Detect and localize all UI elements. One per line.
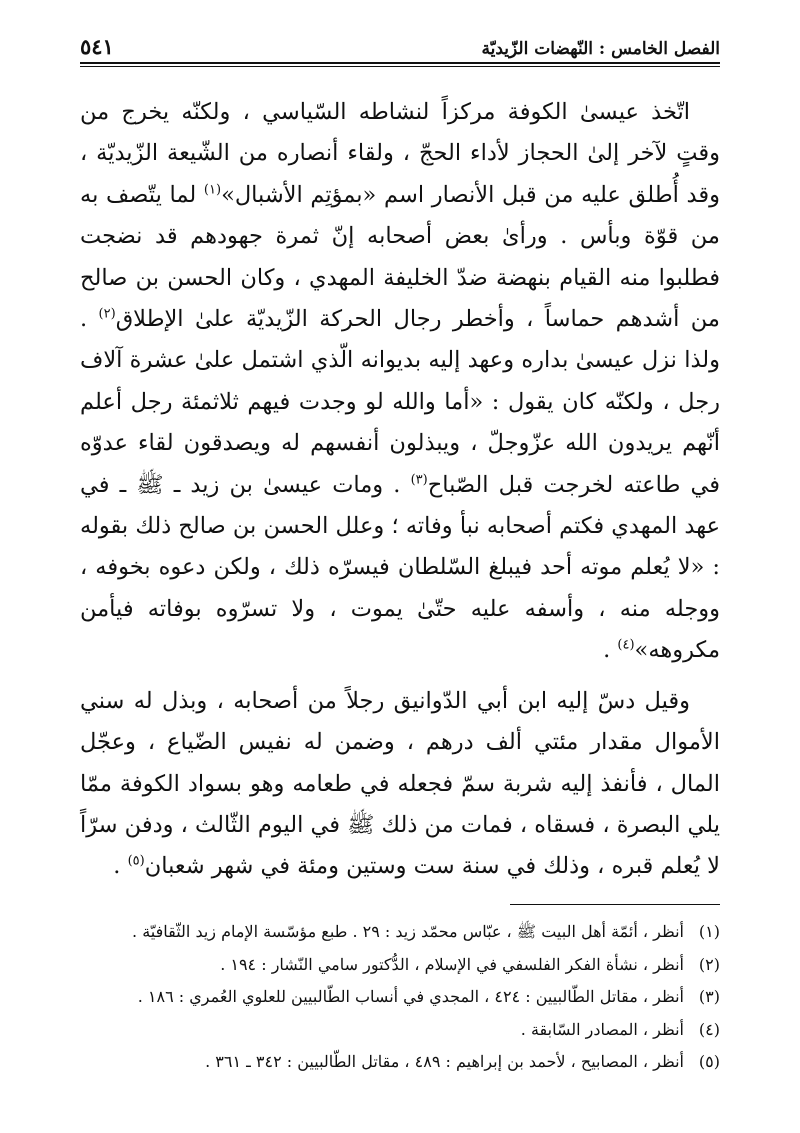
paragraph-text: . ومات عيسىٰ بن زيد ـ ﷺ ـ في عهد المهدي فكتم أصحابه نبأ وفاته ؛ وعلل الحسن بن صالح ذلك بقوله : «لا يُعلم موته أحد فيبلغ السّلطان فيسرّه ذلك ، ولكن دعوه بخوفه ، ووجله منه ، وأسفه عليه حتّىٰ يموت ، ولا تسرّوه بوفاته فيأمن مكروهه» <box>80 471 720 664</box>
page-number: ٥٤١ <box>80 34 114 59</box>
footnote-text: أنظر ، مقاتل الطّالبيين : ٤٢٤ ، المجدي في أنساب الطّالبيين للعلوي العُمري : ١٨٦ . <box>137 987 684 1006</box>
paragraph-text: لما يتّصف به من قوّة وبأس . ورأىٰ بعض أصحابه إنّ ثمرة جهودهم قد نضجت فطلبوا منه القيام بنهضة ضدّ الخليفة المهدي ، وكان الحسن بن صالح من أشدهم حماساً ، وأخطر رجال الحركة الزّيديّة علىٰ الإطلاق <box>80 181 720 333</box>
paragraph-text: . ولذا نزل عيسىٰ بداره وعهد إليه بديوانه الّذي اشتمل علىٰ عشرة آلاف رجل ، ولكنّه كان يقول : «أما والله لو وجدت فيهم ثلاثمئة رجل أعلم أنّهم يريدون الله عزّوجلّ ، ويبذلون أنفسهم له ويصدقون لقاء عدوّه في طاعته لخرجت قبل الصّباح <box>80 306 721 498</box>
body-paragraph <box>80 681 720 888</box>
footnote-marker[interactable]: (٢) <box>98 306 116 322</box>
footnote <box>80 916 720 949</box>
footnote-text: أنظر ، أئمّة أهل البيت ﷺ ، عبّاس محمّد زيد : ٢٩ . طبع مؤسّسة الإمام زيد الثّقافيّة . <box>132 922 684 941</box>
footnote-number: (٣) <box>698 987 720 1006</box>
footnote-text: أنظر ، المصادر السّابقة . <box>520 1019 684 1039</box>
chapter-title: الفصل الخامس : النّهضات الزّيديّة <box>481 39 720 59</box>
paragraph-text: وقيل دسّ إليه ابن أبي الدّوانيق رجلاً من أصحابه ، وبذل له سني الأموال مقدار مئتي ألف درهم ، وضمن له نفيس الضّياع ، وعجّل المال ، فأنفذ إليه شربة سمّ فجعله في طعامه وهو بسواد الكوفة ممّا يلي البصرة ، فسقاه ، فمات من ذلك ﷺ في اليوم الثّالث ، ودفن سرّاً لا يُعلم قبره ، وذلك في سنة ست وستين ومئة في شهر شعبان <box>80 687 720 880</box>
header-rule <box>80 62 720 64</box>
paragraph-text: . <box>113 853 128 880</box>
footnote-text: أنظر ، نشأة الفكر الفلسفي في الإسلام ، الدُّكتور سامي النّشار : ١٩٤ . <box>220 954 684 974</box>
footnote <box>80 981 720 1014</box>
footnote-number: (٤) <box>698 1019 720 1039</box>
running-header <box>80 34 720 59</box>
body-text <box>80 92 720 888</box>
footnote-text: أنظر ، المصابيح ، لأحمد بن إبراهيم : ٤٨٩ ، مقاتل الطّالبيين : ٣٤٢ ـ ٣٦١ . <box>205 1052 684 1071</box>
footnote <box>80 949 720 982</box>
footnote-number: (١) <box>698 922 720 941</box>
footnote <box>80 1014 720 1047</box>
footnote <box>80 1046 720 1079</box>
footnote-marker[interactable]: (٤) <box>617 637 635 653</box>
footnote-marker[interactable]: (٥) <box>127 853 145 869</box>
footnote-number: (٢) <box>698 954 720 974</box>
footnote-marker[interactable]: (٣) <box>410 472 428 488</box>
footnote-separator <box>510 904 720 905</box>
paragraph-text: . <box>603 637 618 664</box>
paragraph-text: اتّخذ عيسىٰ الكوفة مركزاً لنشاطه السّياسي ، ولكنّه يخرج من وقتٍ لآخر إلىٰ الحجاز لأداء الحجّ ، ولقاء أنصاره من الشّيعة الزّيديّة ، وقد أُطلق عليه من قبل الأنصار اسم «بمؤتِم الأشبال» <box>80 99 720 208</box>
footnote-number: (٥) <box>698 1052 720 1071</box>
footnotes <box>80 916 720 1079</box>
header-rule-thin <box>80 66 720 67</box>
footnote-marker[interactable]: (١) <box>203 182 222 198</box>
body-paragraph <box>80 92 720 672</box>
